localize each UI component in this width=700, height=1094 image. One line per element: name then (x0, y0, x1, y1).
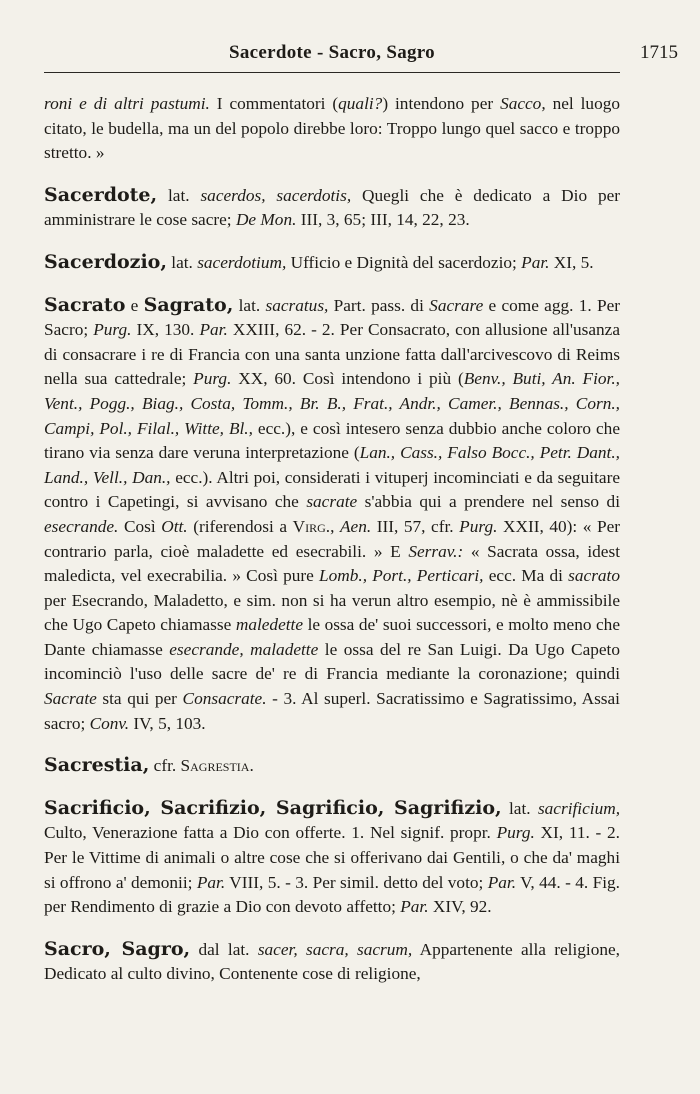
header-title: Sacerdote - Sacro, Sagro (229, 42, 435, 63)
headword: Sacrato (44, 293, 126, 316)
page-body (44, 92, 620, 1004)
headword: Sacrestia, (44, 754, 150, 777)
entry-sacrificio: Sacrificio, Sacrifizio, Sagrificio, Sagrifizio, lat. sacrificium, Culto, Venerazione fatta a Dio con offerte. 1. Nel signif. propr. Purg. XI, 11. - 2. Per le Vittime di animali o altre cose che si offerivano dai Gentili, o che da' maghi si offrono a' demonii; Par. VIII, 5. - 3. Per simil. detto del voto; Par. V, 44. - 4. Fig. per Rendimento di grazie a Dio con devoto affetto; Par. XIV, 92. (44, 796, 621, 917)
headword: Sacerdozio, (44, 250, 167, 273)
entry-continuation: roni e di altri pastumi. I commentatori (quali?) intendono per Sacco, nel luogo citato, le budella, ma un del popolo direbbe loro: Troppo lungo quel sacco e troppo stretto. » (44, 94, 620, 163)
headword: Sacrificio, Sacrifizio, Sagrificio, Sagrifizio, (44, 796, 502, 819)
entry-sacrato: Sacrato e Sagrato, lat. sacratus, Part. pass. di Sacrare e come agg. 1. Per Sacro; Purg. IX, 130. Par. XXIII, 62. - 2. Per Consacrato, con allusione all'usanza di consacrare i re di Francia con una santa unzione fatta dall'arcivescovo di Reims nella sua cattedrale; Purg. XX, 60. Così intendono i più (Benv., Buti, An. Fior., Vent., Pogg., Biag., Costa, Tomm., Br. B., Frat., Andr., Camer., Bennas., Corn., Campi, Pol., Filal., Witte, Bl., ecc.), e così intesero senza dubbio anche coloro che tirano via senza dare veruna interpretazione (Lan., Cass., Falso Bocc., Petr. Dant., Land., Vell., Dan., ecc.). Altri poi, considerati i vituperj incominciati e da seguitare contro i Capetingi, si avvisano che sacrate s'abbia qui a prendere nel senso di esecrande. Così Ott. (riferendosi a Virg., Aen. III, 57, cfr. Purg. XXII, 40): « Per contrario parla, cioè maladette ed esecrabili. » E Serrav.: « Sacrata ossa, idest maledicta, vel execrabilia. » Così pure Lomb., Port., Perticari, ecc. Ma di sacrato per Esecrando, Maladetto, e sim. non si ha verun altro esempio, nè è ammissibile che Ugo Capeto chiamasse maledette le ossa de' suoi successori, e molto meno che Dante chiamasse esecrande, maladette le ossa del re San Luigi. Da Ugo Capeto incominciò l'uso delle sacre de' re di Francia mediante la coronazione; quindi Sacrate sta qui per Consacrate. - 3. Al superl. Sacratissimo e Sagratissimo, Assai sacro; Conv. IV, 5, 103. (44, 293, 621, 733)
cross-reference: Sagrestia (180, 756, 250, 776)
headword: Sagrato, (143, 293, 234, 316)
page-number: 1715 (640, 42, 678, 63)
running-header (44, 38, 678, 73)
entry-sacro: Sacro, Sagro, dal lat. sacer, sacra, sacrum, Appartenente alla religione, Dedicato al culto divino, Contenente cose di religione, (44, 937, 620, 984)
entry-sacerdote: Sacerdote, lat. sacerdos, sacerdotis, Quegli che è dedicato a Dio per amministrare le cose sacre; De Mon. III, 3, 65; III, 14, 22, 23. (44, 183, 621, 230)
headword: Sacerdote, (44, 183, 158, 206)
entry-sacrestia: Sacrestia, cfr. Sagrestia. (44, 754, 254, 777)
headword: Sacro, Sagro, (44, 937, 191, 960)
entry-sacerdozio: Sacerdozio, lat. sacerdotium, Ufficio e Dignità del sacerdozio; Par. XI, 5. (44, 250, 594, 273)
